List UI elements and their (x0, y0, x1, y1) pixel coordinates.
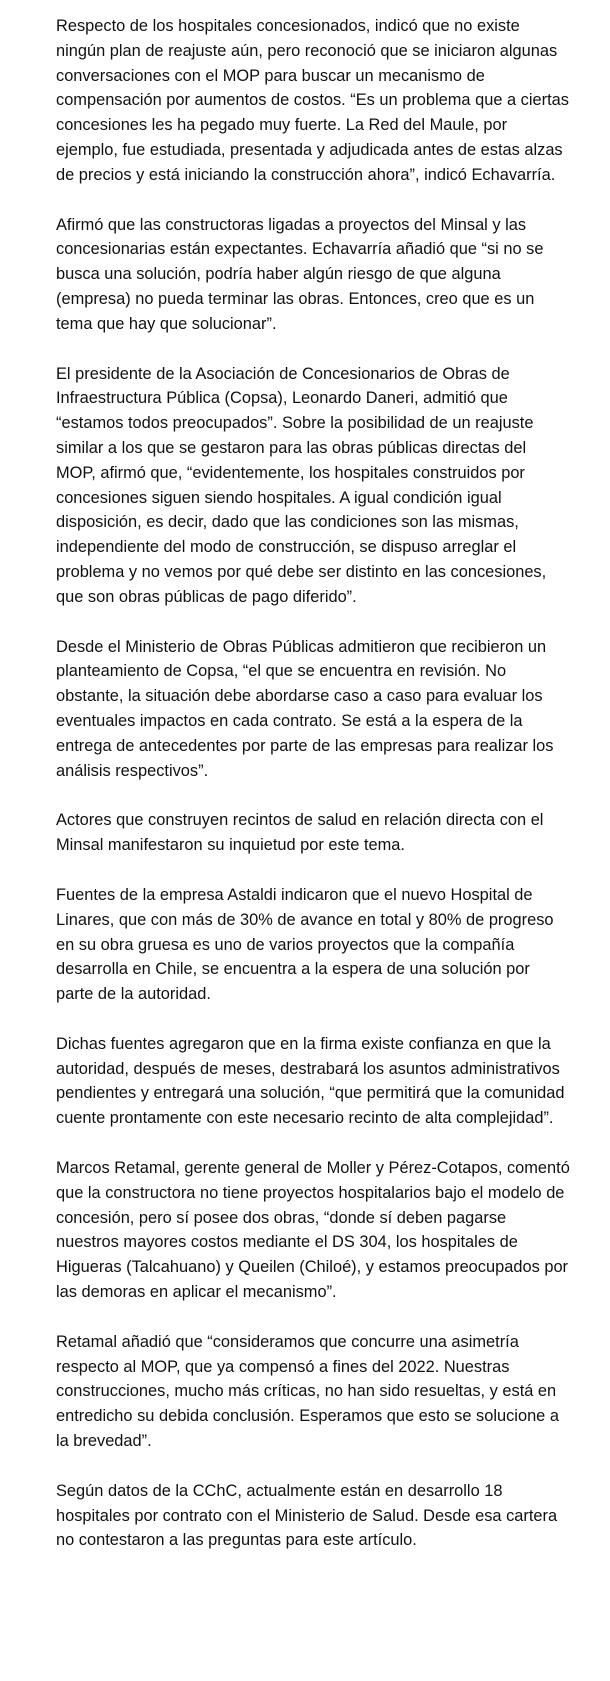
paragraph-2: Afirmó que las constructoras ligadas a proyectos del Minsal y las concesionarias están expectantes. Echavarría añadió que “si no se busca una solución, podría haber algún riesgo de que alguna (empresa) no pueda terminar las obras. Entonces, creo que es un tema que hay que solucionar”. (56, 215, 544, 333)
paragraph-10: Según datos de la CChC, actualmente están en desarrollo 18 hospitales por contrato con el Ministerio de Salud. Desde esa cartera no contestaron a las preguntas para este artículo. (56, 1481, 558, 1550)
paragraph-8: Marcos Retamal, gerente general de Moller y Pérez-Cotapos, comentó que la constructora no tiene proyectos hospitalarios bajo el modelo de concesión, pero sí posee dos obras, “donde sí deben pagarse nuestros mayores costos mediante el DS 304, los hospitales de Higueras (Talcahuano) y Queilen (Chiloé), y estamos preocupados por las demoras en aplicar el mecanismo”. (56, 1159, 570, 1302)
paragraph-4: Desde el Ministerio de Obras Públicas admitieron que recibieron un planteamiento de Copsa, “el que se encuentra en revisión. No obstante, la situación debe abordarse caso a caso para evaluar los eventuales impactos en cada contrato. Se está a la espera de la entrega de antecedentes por parte de las empresas para realizar los análisis respectivos”. (56, 637, 554, 780)
paragraph-1: Respecto de los hospitales concesionados, indicó que no existe ningún plan de reajuste aún, pero reconoció que se iniciaron algunas conversaciones con el MOP para buscar un mecanismo de compensación por aumentos de costos. “Es un problema que a ciertas concesiones les ha pegado muy fuerte. La Red del Maule, por ejemplo, fue estudiada, presentada y adjudicada antes de estas alzas de precios y está iniciando la construcción ahora”, indicó Echavarría. (56, 17, 569, 184)
paragraph-7: Dichas fuentes agregaron que en la firma existe confianza en que la autoridad, después de meses, destrabará los asuntos administrativos pendientes y entregará una solución, “que permitirá que la comunidad cuente prontamente con este necesario recinto de alta complejidad”. (56, 1034, 565, 1128)
paragraph-6: Fuentes de la empresa Astaldi indicaron que el nuevo Hospital de Linares, que con más de 30% de avance en total y 80% de progreso en su obra gruesa es uno de varios proyectos que la compañía desarrolla en Chile, se encuentra a la espera de una solución por parte de la autoridad. (56, 885, 554, 1004)
paragraph-9: Retamal añadió que “consideramos que concurre una asimetría respecto al MOP, que ya compensó a fines del 2022. Nuestras construcciones, mucho más críticas, no han sido resueltas, y está en entredicho su debida conclusión. Esperamos que esto se solucione a la brevedad”. (56, 1332, 559, 1451)
paragraph-3: El presidente de la Asociación de Concesionarios de Obras de Infraestructura Pública (Copsa), Leonardo Daneri, admitió que “estamos todos preocupados”. Sobre la posibilidad de un reajuste similar a los que se gestaron para las obras públicas directas del MOP, afirmó que, “evidentemente, los hospitales construidos por concesiones siguen siendo hospitales. A igual condición igual disposición, es decir, dado que las condiciones son las mismas, independiente del modo de construcción, se dispuso arreglar el problema y no vemos por qué debe ser distinto en las concesiones, que son obras públicas de pago diferido”. (56, 364, 547, 606)
paragraph-5: Actores que construyen recintos de salud en relación directa con el Minsal manifestaron su inquietud por este tema. (56, 811, 544, 855)
